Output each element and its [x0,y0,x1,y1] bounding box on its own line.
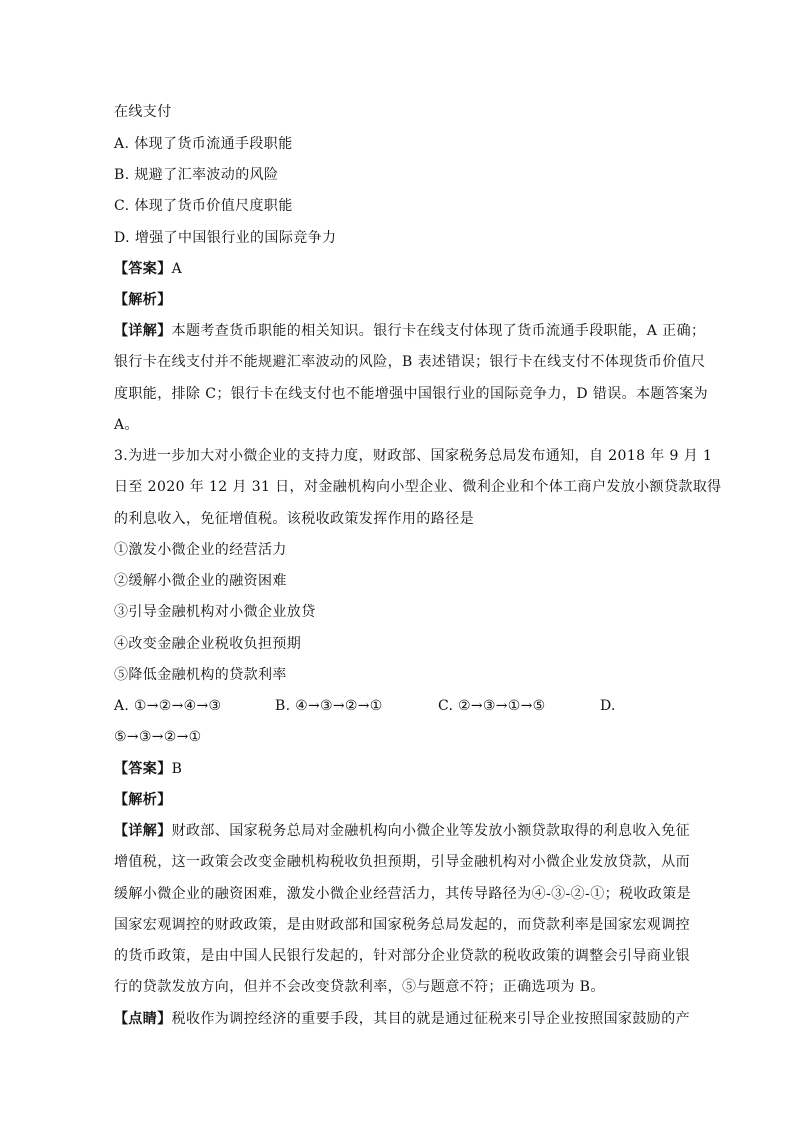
q3-answer [114,759,182,779]
detail-label: 【详解】 [114,823,172,839]
q3-choice-b: B. ④→③→②→① [275,698,383,714]
answer-label: 【答案】 [114,761,172,777]
q3-detail-line-5: 的货币政策，是由中国人民银行发起的，针对部分企业贷款的税收政策的调整会引导商业银 [114,948,690,964]
q2-option-b: B. 规避了汇率波动的风险 [114,167,279,183]
q3-choice-d: D. [600,698,616,714]
q2-option-a: A. 体现了货币流通手段职能 [114,136,293,152]
q3-choice-d-cont: ⑤→③→②→① [114,729,202,745]
q3-item-5: ⑤降低金融机构的贷款利率 [114,667,287,683]
q3-detail-line-1 [114,821,690,841]
q3-item-2: ②缓解小微企业的融资困难 [114,573,287,589]
q2-option-d: D. 增强了中国银行业的国际竞争力 [114,230,337,246]
q3-detail-line-3: 缓解小微企业的融资困难，激发小微企业经营活力，其传导路径为④-③-②-①；税收政策是 [114,886,691,902]
q2-answer [114,259,182,279]
q3-detail-line-2: 增值税，这一政策会改变金融机构税收负担预期，引导金融机构对小微企业发放贷款，从而 [114,854,690,870]
q3-item-1: ①激发小微企业的经营活力 [114,542,287,558]
answer-value: B [171,761,183,777]
q3-choice-a: A. ①→②→④→③ [114,698,222,714]
point-text: 税收作为调控经济的重要手段，其目的就是通过征税来引导企业按照国家鼓励的产 [171,1011,691,1027]
q2-stem-tail: 在线支付 [114,104,172,120]
q2-detail-line-3: 度职能，排除 C；银行卡在线支付也不能增强中国银行业的国际竞争力，D 错误。本题答案为 [114,386,709,402]
q3-analysis-label [114,790,172,810]
q3-detail-line-6: 行的贷款发放方向，但并不会改变贷款利率，⑤与题意不符；正确选项为 B。 [114,979,605,995]
q3-stem-line-2: 日至 2020 年 12 月 31 日，对金融机构向小型企业、微利企业和个体工商户发放小额贷款取得 [114,479,722,495]
q2-analysis-label [114,290,172,310]
answer-label: 【答案】 [114,261,172,277]
point-label: 【点睛】 [114,1011,172,1027]
q2-detail-line-2: 银行卡在线支付并不能规避汇率波动的风险，B 表述错误；银行卡在线支付不体现货币价值尺 [114,354,706,370]
detail-label: 【详解】 [114,323,172,339]
answer-value: A [171,261,183,277]
q3-choice-c: C. ②→③→①→⑤ [438,698,546,714]
analysis-label: 【解析】 [114,792,172,808]
detail-text: 财政部、国家税务总局对金融机构向小微企业等发放小额贷款取得的利息收入免征 [171,823,691,839]
q3-stem-line-1: 3.为进一步加大对小微企业的支持力度，财政部、国家税务总局发布通知，自 2018 年 9 月 1 [114,448,713,464]
q3-item-3: ③引导金融机构对小微企业放贷 [114,604,316,620]
q2-detail-line-1 [114,321,705,341]
q3-detail-line-4: 国家宏观调控的财政政策，是由财政部和国家税务总局发起的，而贷款利率是国家宏观调控 [114,917,690,933]
detail-text: 本题考查货币职能的相关知识。银行卡在线支付体现了货币流通手段职能，A 正确； [171,323,706,339]
analysis-label: 【解析】 [114,292,172,308]
q2-detail-line-4: A。 [114,417,139,433]
q3-point-line [114,1009,690,1029]
q2-option-c: C. 体现了货币价值尺度职能 [114,198,293,214]
q3-item-4: ④改变金融企业税收负担预期 [114,636,302,652]
q3-stem-line-3: 的利息收入，免征增值税。该税收政策发挥作用的路径是 [114,511,474,527]
